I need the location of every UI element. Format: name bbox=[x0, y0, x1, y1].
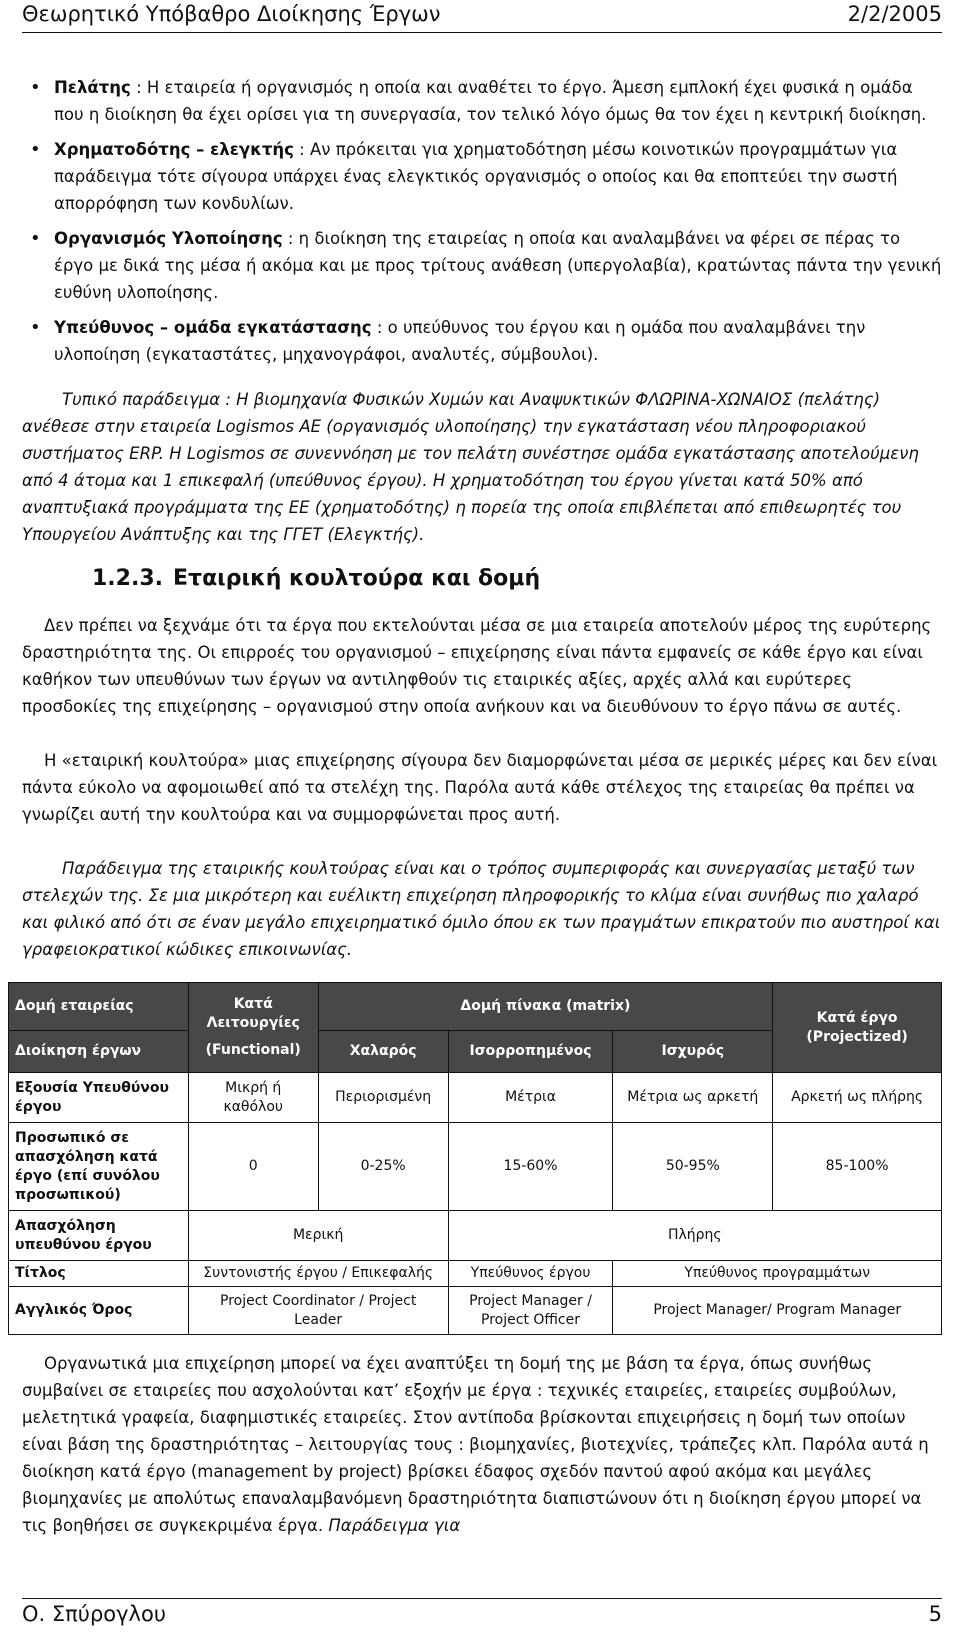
row-label: Απασχόληση υπευθύνου έργου bbox=[9, 1211, 189, 1261]
page-footer bbox=[22, 1598, 942, 1632]
col-strong-header: Ισχυρός bbox=[613, 1031, 773, 1073]
bullet-term: Οργανισμός Υλοποίησης bbox=[54, 229, 283, 248]
col-weak-header: Χαλαρός bbox=[318, 1031, 448, 1073]
col-functional-en: (Functional) bbox=[205, 1042, 301, 1058]
col-balanced-header: Ισορροπημένος bbox=[448, 1031, 613, 1073]
body-paragraph-2: Η «εταιρική κουλτούρα» μιας επιχείρησης σίγουρα δεν διαμορφώνεται μέσα σε μερικές μέρες και δεν είναι πάντα εύκολο να αφομοιωθεί από τα στελέχη της. Παρόλα αυτά κάθε στέλεχος της εταιρείας θα πρέπει να γνωρίζει αυτή την κουλτούρα και να συμμορφώνεται προς αυτή. bbox=[22, 751, 938, 824]
list-item bbox=[22, 225, 944, 306]
table-cell: Συντονιστής έργου / Επικεφαλής bbox=[188, 1261, 448, 1287]
table-cell: 50-95% bbox=[613, 1123, 773, 1211]
table-cell: Μικρή ή καθόλου bbox=[188, 1073, 318, 1123]
page-header bbox=[22, 2, 942, 33]
matrix-header: Δομή πίνακα (matrix) bbox=[318, 983, 772, 1031]
bullet-text: : ο υπεύθυνος του έργου και η ομάδα που αναλαμβάνει την υλοποίηση (εγκαταστάτες, μηχανογράφοι, αναλυτές, σύμβουλοι). bbox=[54, 318, 866, 364]
example-paragraph-2: Παράδειγμα της εταιρικής κουλτούρας είναι και ο τρόπος συμπεριφοράς και συνεργασίας μεταξύ των στελεχών της. Σε μια μικρότερη και ευέλικτη επιχείρηση πληροφορικής το κλίμα είναι συνήθως πιο χαλαρό και φιλικό από ότι σε έναν μεγάλο επιχειρηματικό όμιλο όπου εκ των πραγμάτων επικρατούν πιο αυστηροί και γραφειοκρατικοί κώδικες επικοινωνίας. bbox=[22, 859, 941, 959]
header-title: Θεωρητικό Υπόβαθρο Διοίκησης Έργων bbox=[22, 2, 441, 26]
body-paragraph-3 bbox=[22, 1350, 942, 1539]
table-row bbox=[9, 1261, 942, 1287]
col-projectized-en: (Projectized) bbox=[806, 1028, 908, 1045]
body-paragraph-1: Δεν πρέπει να ξεχνάμε ότι τα έργα που εκτελούνται μέσα σε μια εταιρεία αποτελούν μέρος της ευρύτερης δραστηριότητα της. Οι επιρροές του οργανισμού – επιχείρησης είναι πάντα εμφανείς σε κάθε έργο και είναι καθήκον των υπευθύνων των έργων να αντιληφθούν τις εταιρικές αξίες, αρχές αλλά και ευρύτερες προσδοκίες της επιχείρησης – οργανισμού στην οποία ανήκουν και να διευθύνουν το έργο πάνω σε αυτές. bbox=[22, 616, 932, 716]
list-item bbox=[22, 136, 944, 217]
bullet-text: : Η εταιρεία ή οργανισμός η οποία και αναθέτει το έργο. Άμεση εμπλοκή έχει φυσικά η ομάδα που η διοίκηση θα έχει ορίσει για τη συνεργασία, τον τελικό λόγο όμως θα τον έχει η κεντρική διοίκηση. bbox=[54, 78, 927, 124]
body-paragraph-3-text: Οργανωτικά μια επιχείρηση μπορεί να έχει αναπτύξει τη δομή της με βάση τα έργα, όπως συνήθως συμβαίνει σε εταιρείες που ασχολούνται κατ’ εξοχήν με έργα : τεχνικές εταιρείες, εταιρείες συμβούλων, μελετητικά γραφεία, διαφημιστικές εταιρείες. Στον αντίποδα βρίσκονται επιχειρήσεις η δομή των οποίων είναι βάση της δραστηριότητας – λειτουργίας τους : βιομηχανίες, βιοτεχνίες, τράπεζες κλπ. Παρόλα αυτά η διοίκηση κατά έργο (management by project) βρίσκει έδαφος σχεδόν παντού αφού ακόμα και μεγάλες βιομηχανίες με απολύτως επαναλαμβανόμενη δραστηριότητα διαπιστώνουν ότι η διοίκηση έργου μπορεί να τις βοηθήσει σε συγκεκριμένα έργα. bbox=[22, 1354, 929, 1535]
list-item bbox=[22, 314, 944, 368]
row-label: Αγγλικός Όρος bbox=[9, 1287, 189, 1335]
table-cell: 85-100% bbox=[773, 1123, 942, 1211]
table-row bbox=[9, 1073, 942, 1123]
stakeholder-list bbox=[22, 74, 944, 376]
section-number: 1.2.3. bbox=[92, 566, 163, 591]
col-projectized-label: Κατά έργο bbox=[816, 1009, 898, 1026]
table-cell: Πλήρης bbox=[448, 1211, 941, 1261]
body-paragraph-3-tail: Παράδειγμα για bbox=[328, 1516, 461, 1535]
bullet-term: Υπεύθυνος – ομάδα εγκατάστασης bbox=[54, 318, 372, 337]
bullet-term: Χρηματοδότης – ελεγκτής bbox=[54, 140, 294, 159]
col-projectized-header bbox=[773, 983, 942, 1073]
table-cell: 15-60% bbox=[448, 1123, 613, 1211]
table-cell: 0-25% bbox=[318, 1123, 448, 1211]
table-cell: Περιορισμένη bbox=[318, 1073, 448, 1123]
table-cell: Project Manager/ Program Manager bbox=[613, 1287, 942, 1335]
list-item bbox=[22, 74, 944, 128]
table-cell: Μερική bbox=[188, 1211, 448, 1261]
table-cell: Μέτρια ως αρκετή bbox=[613, 1073, 773, 1123]
footer-author: Ο. Σπύρογλου bbox=[22, 1602, 166, 1626]
header-date: 2/2/2005 bbox=[847, 2, 942, 26]
section-title: Εταιρική κουλτούρα και δομή bbox=[173, 566, 541, 591]
bullet-text: : Αν πρόκειται για χρηματοδότηση μέσω κοινοτικών προγραμμάτων για παράδειγμα τότε σίγουρα υπάρχει ένας ελεγκτικός οργανισμός ο οποίος και θα εποπτεύει την σωστή απορρόφηση των κονδυλίων. bbox=[54, 140, 898, 213]
table-cell: Υπεύθυνος έργου bbox=[448, 1261, 613, 1287]
table-corner-top: Δομή εταιρείας bbox=[9, 983, 189, 1031]
table-cell: Μέτρια bbox=[448, 1073, 613, 1123]
footer-page-number: 5 bbox=[928, 1602, 942, 1626]
bullet-term: Πελάτης bbox=[54, 78, 131, 97]
table-cell: Υπεύθυνος προγραμμάτων bbox=[613, 1261, 942, 1287]
row-label: Εξουσία Υπευθύνου έργου bbox=[9, 1073, 189, 1123]
row-label: Τίτλος bbox=[9, 1261, 189, 1287]
row-label: Προσωπικό σε απασχόληση κατά έργο (επί συνόλου προσωπικού) bbox=[9, 1123, 189, 1211]
example-paragraph-1: Τυπικό παράδειγμα : Η βιομηχανία Φυσικών Χυμών και Αναψυκτικών ΦΛΩΡΙΝΑ-ΧΩΝΑΙΟΣ (πελάτης) ανέθεσε στην εταιρεία Logismos AE (οργανισμός υλοποίησης) την εγκατάσταση νέου πληροφοριακού συστήματος ERP. Η Logismos σε συνεννόηση με τον πελάτη συνέστησε ομάδα εγκατάστασης αποτελούμενη από 4 άτομα και 1 επικεφαλή (υπεύθυνος έργου). Η χρηματοδότηση του έργου γίνεται κατά 50% από αναπτυξιακά προγράμματα της ΕΕ (χρηματοδότης) η πορεία της οποία επιβλέπεται από επιθεωρητές του Υπουργείου Ανάπτυξης και της ΓΓΕΤ (Ελεγκτής). bbox=[22, 390, 919, 544]
table-cell: Αρκετή ως πλήρης bbox=[773, 1073, 942, 1123]
section-heading bbox=[92, 565, 540, 593]
table-row bbox=[9, 1211, 942, 1261]
table-row bbox=[9, 1287, 942, 1335]
bullet-text: : η διοίκηση της εταιρείας η οποία και αναλαμβάνει να φέρει σε πέρας το έργο με δικά της μέσα ή ακόμα και με προς τρίτους ανάθεση (υπεργολαβία), κρατώντας πάντα την γενική ευθύνη υλοποίησης. bbox=[54, 229, 942, 302]
col-functional-label: Κατά Λειτουργίες bbox=[206, 996, 300, 1031]
table-cell: Project Manager / Project Officer bbox=[448, 1287, 613, 1335]
col-functional-header bbox=[188, 983, 318, 1073]
table-corner-bottom: Διοίκηση έργων bbox=[9, 1031, 189, 1073]
table-cell: Project Coordinator / Project Leader bbox=[188, 1287, 448, 1335]
table-cell: 0 bbox=[188, 1123, 318, 1211]
structure-table bbox=[8, 982, 942, 1335]
table-row bbox=[9, 1123, 942, 1211]
